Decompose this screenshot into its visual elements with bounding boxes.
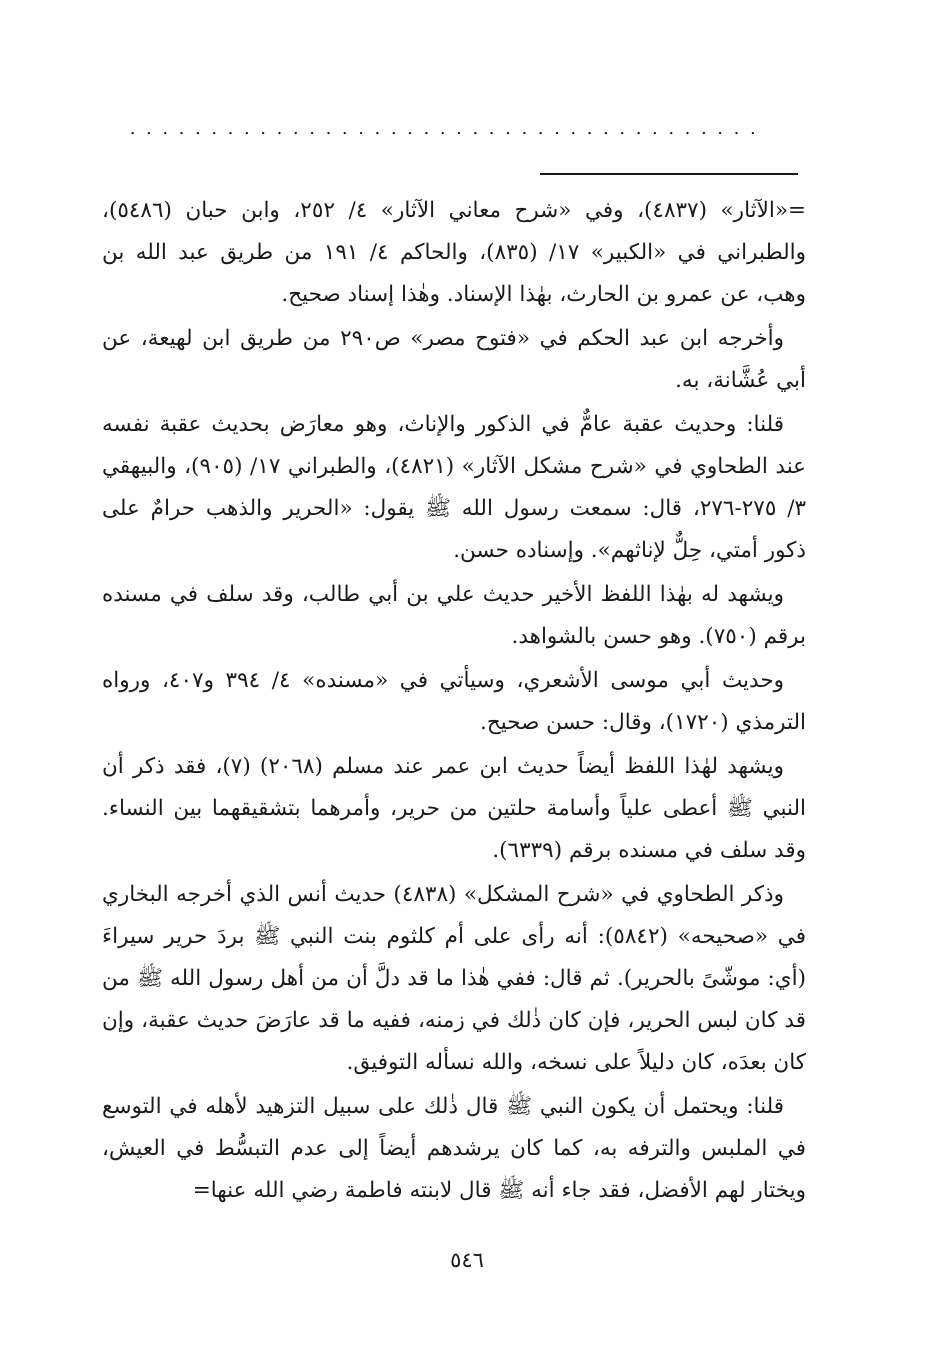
footnote-text	[102, 190, 806, 1214]
footnote-paragraph: ويشهد لهٰذا اللفظ أيضاً حديث ابن عمر عند مسلم (٢٠٦٨) (٧)، فقد ذكر أن النبي ﷺ أعطى علياً وأسامة حلتين من حرير، وأمرهما بتشقيقهما بين النساء. وقد سلف في مسنده برقم (٦٣٣٩).	[102, 754, 806, 863]
footnote-paragraph: وأخرجه ابن عبد الحكم في «فتوح مصر» ص٢٩٠ من طريق ابن لهيعة، عن أبي عُشَّانة، به.	[102, 326, 806, 393]
footnote-paragraph: قلنا: وحديث عقبة عامٌّ في الذكور والإناث، وهو معارَض بحديث عقبة نفسه عند الطحاوي في «شرح مشكل الآثار» (٤٨٢١)، والطبراني ١٧/ (٩٠٥)، والبيهقي ٣/ ٢٧٥-٢٧٦، قال: سمعت رسول الله ﷺ يقول: «الحرير والذهب حرامٌ على ذكور أمتي، حِلٌّ لإناثهم». وإسناده حسن.	[102, 412, 807, 563]
footnote-paragraph: وحديث أبي موسى الأشعري، وسيأتي في «مسنده» ٤/ ٣٩٤ و٤٠٧، ورواه الترمذي (١٧٢٠)، وقال: حسن صحيح.	[102, 668, 806, 735]
footnote-paragraph: وذكر الطحاوي في «شرح المشكل» (٤٨٣٨) حديث أنس الذي أخرجه البخاري في «صحيحه» (٥٨٤٢): أنه رأى على أم كلثوم بنت النبي ﷺ بردَ حرير سيراءَ (أي: موشّىً بالحرير). ثم قال: ففي هٰذا ما قد دلَّ أن من أهل رسول الله ﷺ من قد كان لبس الحرير، فإن كان ذٰلك في زمنه، ففيه ما قد عارَضَ حديث عقبة، وإن كان بعدَه، كان دليلاً على نسخه، والله نسأله التوفيق.	[102, 882, 807, 1075]
footnote-paragraph: ويشهد له بهٰذا اللفظ الأخير حديث علي بن أبي طالب، وقد سلف في مسنده برقم (٧٥٠). وهو حسن بالشواهد.	[102, 582, 806, 649]
page-number: ٥٤٦	[450, 1248, 484, 1272]
dotted-separator: .......................................	[129, 118, 767, 138]
footnote-rule	[540, 173, 798, 175]
footnote-paragraph: =«الآثار» (٤٨٣٧)، وفي «شرح معاني الآثار» ٤/ ٢٥٢، وابن حبان (٥٤٨٦)، والطبراني في «الكبير» ١٧/ (٨٣٥)، والحاكم ٤/ ١٩١ من طريق عبد الله بن وهب، عن عمرو بن الحارث، بهٰذا الإسناد. وهٰذا إسناد صحيح.	[102, 198, 807, 307]
footnote-paragraph: قلنا: ويحتمل أن يكون النبي ﷺ قال ذٰلك على سبيل التزهيد لأهله في التوسع في الملبس والترفه به، كما كان يرشدهم أيضاً إلى عدم التبسُّط في العيش، ويختار لهم الأفضل، فقد جاء أنه ﷺ قال لابنته فاطمة رضي الله عنها=	[102, 1094, 806, 1203]
